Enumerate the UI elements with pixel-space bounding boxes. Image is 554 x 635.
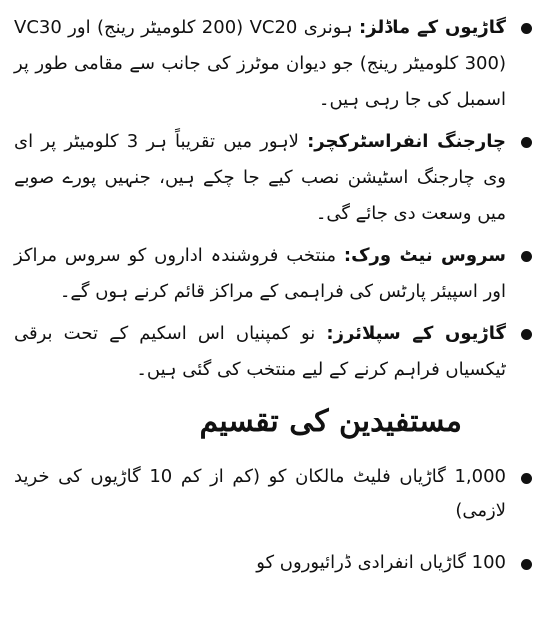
list-item-fleet-owners — [14, 460, 532, 528]
beneficiaries-list — [14, 460, 532, 580]
bullet-icon — [521, 137, 532, 148]
bullet-icon — [521, 251, 532, 262]
bullet-icon — [521, 23, 532, 34]
bullet-icon — [521, 559, 532, 570]
list-item-service-network — [14, 238, 532, 310]
section-title: مستفیدین کی تقسیم — [199, 404, 462, 439]
item-text: 100 گاڑیاں انفرادی ڈرائیوروں کو — [256, 552, 506, 573]
features-list — [14, 10, 532, 388]
item-heading: گاڑیوں کے ماڈلز: — [359, 17, 507, 38]
item-heading: چارجنگ انفراسٹرکچر: — [307, 131, 506, 152]
list-item-charging-infrastructure — [14, 124, 532, 232]
item-text: 1,000 گاڑیاں فلیٹ مالکان کو (کم از کم 10 گاڑیوں کی خرید لازمی) — [14, 466, 506, 521]
item-text: نو کمپنیاں اس اسکیم کے تحت برقی ٹیکسیاں فراہم کرنے کے لیے منتخب کی گئی ہیں۔ — [14, 323, 506, 380]
list-item-vehicle-suppliers — [14, 316, 532, 388]
item-heading: سروس نیٹ ورک: — [343, 245, 506, 266]
item-text: منتخب فروشندہ اداروں کو سروس مراکز اور اسپیئر پارٹس کی فراہمی کے مراکز قائم کرنے ہوں گے۔ — [14, 245, 506, 302]
item-text: لاہور میں تقریباً ہر 3 کلومیٹر پر ای وی چارجنگ اسٹیشن نصب کیے جا چکے ہیں، جنہیں پورے صوبے میں وسعت دی جائے گی۔ — [14, 131, 506, 224]
bullet-icon — [521, 329, 532, 340]
list-item-vehicle-models — [14, 10, 532, 118]
list-item-individual-drivers — [14, 546, 532, 580]
item-heading: گاڑیوں کے سپلائرز: — [326, 323, 506, 344]
item-text: ہونری VC20 (200 کلومیٹر رینج) اور VC30 (300 کلومیٹر رینج) جو دیوان موٹرز کی جانب سے مقامی طور پر اسمبل کی جا رہی ہیں۔ — [14, 17, 506, 110]
bullet-icon — [521, 473, 532, 484]
